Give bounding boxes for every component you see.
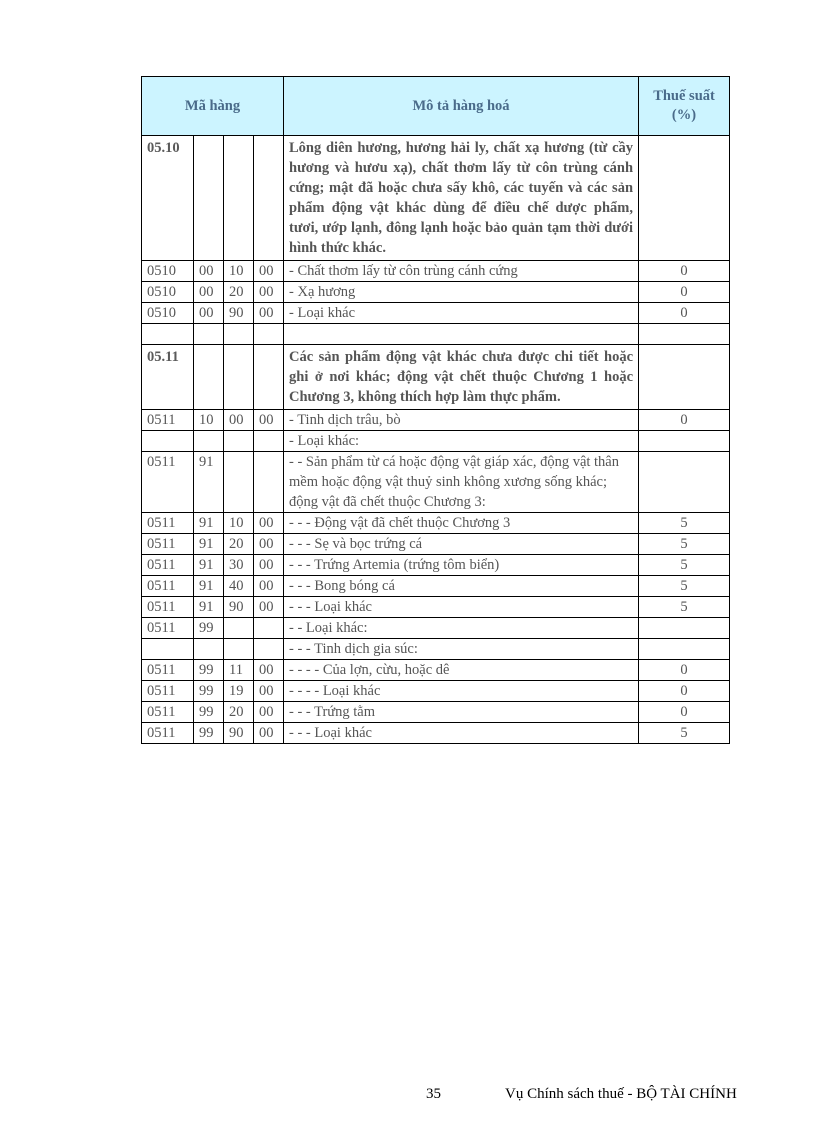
code-part-3: 40 bbox=[224, 576, 254, 597]
table-row bbox=[142, 303, 730, 324]
tax-rate: 5 bbox=[639, 534, 730, 555]
code-part-2: 00 bbox=[194, 282, 224, 303]
code-part-4 bbox=[254, 639, 284, 660]
table-row bbox=[142, 723, 730, 744]
code-part-2: 91 bbox=[194, 452, 224, 513]
item-description: - - Sản phẩm từ cá hoặc động vật giáp xác, động vật thân mềm hoặc động vật thuỷ sinh không xương sống khác; động vật đã chết thuộc Chương 3: bbox=[284, 452, 639, 513]
table-row bbox=[142, 452, 730, 513]
table-row bbox=[142, 660, 730, 681]
header-description: Mô tả hàng hoá bbox=[284, 77, 639, 136]
tax-rate: 5 bbox=[639, 555, 730, 576]
item-description: - - - Tinh dịch gia súc: bbox=[284, 639, 639, 660]
code-part-1: 0511 bbox=[142, 410, 194, 431]
item-description: - Loại khác bbox=[284, 303, 639, 324]
code-part-1: 0511 bbox=[142, 702, 194, 723]
code-part-3 bbox=[224, 639, 254, 660]
header-code: Mã hàng bbox=[142, 77, 284, 136]
code-part-2 bbox=[194, 431, 224, 452]
table-row bbox=[142, 431, 730, 452]
tariff-table bbox=[141, 76, 730, 744]
code-part-4: 00 bbox=[254, 576, 284, 597]
empty-cell bbox=[254, 345, 284, 410]
header-rate-line2: (%) bbox=[671, 107, 697, 123]
code-part-4: 00 bbox=[254, 660, 284, 681]
code-part-2: 91 bbox=[194, 597, 224, 618]
code-part-3 bbox=[224, 618, 254, 639]
code-part-2: 99 bbox=[194, 702, 224, 723]
header-rate bbox=[639, 77, 730, 136]
tax-rate: 5 bbox=[639, 576, 730, 597]
heading-code-0510: 05.10 bbox=[142, 136, 194, 261]
table-row bbox=[142, 702, 730, 723]
spacer-row bbox=[142, 324, 730, 345]
code-part-1: 0511 bbox=[142, 452, 194, 513]
heading-code-0511: 05.11 bbox=[142, 345, 194, 410]
tax-rate: 0 bbox=[639, 681, 730, 702]
code-part-4: 00 bbox=[254, 681, 284, 702]
department-name: Vụ Chính sách thuế - BỘ TÀI CHÍNH bbox=[505, 1086, 737, 1102]
heading-row-0510 bbox=[142, 136, 730, 261]
code-part-1: 0511 bbox=[142, 618, 194, 639]
code-part-1: 0511 bbox=[142, 576, 194, 597]
code-part-3 bbox=[224, 431, 254, 452]
heading-description-0510: Lông diên hương, hương hải ly, chất xạ hương (từ cầy hương và hươu xạ), chất thơm lấy từ côn trùng cánh cứng; mật đã hoặc chưa sấy khô, các tuyến và các sản phẩm động vật khác dùng để điều chế dược phẩm, tươi, ướp lạnh, đông lạnh hoặc bảo quản tạm thời dưới hình thức khác. bbox=[284, 136, 639, 261]
code-part-1 bbox=[142, 639, 194, 660]
table-row bbox=[142, 534, 730, 555]
code-part-2: 10 bbox=[194, 410, 224, 431]
tax-rate: 0 bbox=[639, 660, 730, 681]
empty-cell bbox=[224, 324, 254, 345]
item-description: - - - Động vật đã chết thuộc Chương 3 bbox=[284, 513, 639, 534]
code-part-2: 00 bbox=[194, 303, 224, 324]
empty-cell bbox=[224, 136, 254, 261]
table-row bbox=[142, 618, 730, 639]
code-part-1: 0511 bbox=[142, 513, 194, 534]
table-row bbox=[142, 555, 730, 576]
table-header-row bbox=[142, 77, 730, 136]
code-part-3: 10 bbox=[224, 261, 254, 282]
item-description: - Tinh dịch trâu, bò bbox=[284, 410, 639, 431]
empty-cell bbox=[254, 136, 284, 261]
spacer-section bbox=[142, 324, 730, 345]
tax-rate bbox=[639, 618, 730, 639]
code-part-4: 00 bbox=[254, 723, 284, 744]
empty-cell bbox=[284, 324, 639, 345]
item-description: - Xạ hương bbox=[284, 282, 639, 303]
code-part-4: 00 bbox=[254, 597, 284, 618]
table-row bbox=[142, 576, 730, 597]
section-0511 bbox=[142, 345, 730, 744]
empty-cell bbox=[639, 345, 730, 410]
code-part-2: 91 bbox=[194, 513, 224, 534]
table-row bbox=[142, 681, 730, 702]
code-part-2: 91 bbox=[194, 576, 224, 597]
tax-rate bbox=[639, 431, 730, 452]
section-0510 bbox=[142, 136, 730, 324]
code-part-3: 90 bbox=[224, 723, 254, 744]
code-part-3: 19 bbox=[224, 681, 254, 702]
code-part-1 bbox=[142, 431, 194, 452]
code-part-3: 20 bbox=[224, 282, 254, 303]
table-row bbox=[142, 410, 730, 431]
empty-cell bbox=[194, 324, 224, 345]
code-part-4 bbox=[254, 452, 284, 513]
tax-rate: 0 bbox=[639, 303, 730, 324]
code-part-3: 10 bbox=[224, 513, 254, 534]
heading-row-0511 bbox=[142, 345, 730, 410]
code-part-4: 00 bbox=[254, 303, 284, 324]
empty-cell bbox=[639, 136, 730, 261]
code-part-3: 30 bbox=[224, 555, 254, 576]
page-number: 35 bbox=[426, 1086, 441, 1102]
code-part-1: 0511 bbox=[142, 534, 194, 555]
table-row bbox=[142, 282, 730, 303]
code-part-1: 0511 bbox=[142, 660, 194, 681]
code-part-3: 11 bbox=[224, 660, 254, 681]
heading-description-0511: Các sản phẩm động vật khác chưa được chi tiết hoặc ghi ở nơi khác; động vật chết thuộc Chương 1 hoặc Chương 3, không thích hợp làm thực phẩm. bbox=[284, 345, 639, 410]
empty-cell bbox=[254, 324, 284, 345]
code-part-3: 20 bbox=[224, 534, 254, 555]
empty-cell bbox=[142, 324, 194, 345]
code-part-4: 00 bbox=[254, 534, 284, 555]
code-part-2: 99 bbox=[194, 660, 224, 681]
tax-rate: 5 bbox=[639, 513, 730, 534]
item-description: - - - Sẹ và bọc trứng cá bbox=[284, 534, 639, 555]
code-part-3: 90 bbox=[224, 303, 254, 324]
header-rate-line1: Thuế suất bbox=[653, 88, 715, 104]
code-part-4: 00 bbox=[254, 555, 284, 576]
tax-rate bbox=[639, 639, 730, 660]
table-row bbox=[142, 639, 730, 660]
code-part-2: 99 bbox=[194, 681, 224, 702]
code-part-1: 0511 bbox=[142, 597, 194, 618]
code-part-2: 91 bbox=[194, 555, 224, 576]
table-row bbox=[142, 597, 730, 618]
code-part-3: 20 bbox=[224, 702, 254, 723]
code-part-4: 00 bbox=[254, 282, 284, 303]
empty-cell bbox=[194, 345, 224, 410]
tax-rate: 0 bbox=[639, 702, 730, 723]
code-part-1: 0511 bbox=[142, 555, 194, 576]
table-row bbox=[142, 261, 730, 282]
empty-cell bbox=[224, 345, 254, 410]
code-part-4: 00 bbox=[254, 261, 284, 282]
code-part-1: 0510 bbox=[142, 261, 194, 282]
tax-rate: 5 bbox=[639, 723, 730, 744]
code-part-4 bbox=[254, 431, 284, 452]
code-part-2 bbox=[194, 639, 224, 660]
code-part-3 bbox=[224, 452, 254, 513]
table-row bbox=[142, 513, 730, 534]
code-part-2: 99 bbox=[194, 618, 224, 639]
item-description: - - Loại khác: bbox=[284, 618, 639, 639]
code-part-4: 00 bbox=[254, 513, 284, 534]
item-description: - - - Loại khác bbox=[284, 597, 639, 618]
code-part-1: 0510 bbox=[142, 303, 194, 324]
tax-rate: 0 bbox=[639, 261, 730, 282]
item-description: - - - Trứng Artemia (trứng tôm biển) bbox=[284, 555, 639, 576]
item-description: - - - Bong bóng cá bbox=[284, 576, 639, 597]
code-part-2: 99 bbox=[194, 723, 224, 744]
code-part-2: 91 bbox=[194, 534, 224, 555]
code-part-4: 00 bbox=[254, 410, 284, 431]
empty-cell bbox=[194, 136, 224, 261]
item-description: - - - Trứng tằm bbox=[284, 702, 639, 723]
code-part-3: 90 bbox=[224, 597, 254, 618]
code-part-1: 0510 bbox=[142, 282, 194, 303]
item-description: - Chất thơm lấy từ côn trùng cánh cứng bbox=[284, 261, 639, 282]
code-part-4: 00 bbox=[254, 702, 284, 723]
item-description: - Loại khác: bbox=[284, 431, 639, 452]
tax-rate bbox=[639, 452, 730, 513]
code-part-1: 0511 bbox=[142, 681, 194, 702]
code-part-1: 0511 bbox=[142, 723, 194, 744]
code-part-2: 00 bbox=[194, 261, 224, 282]
tax-rate: 0 bbox=[639, 282, 730, 303]
tax-rate: 0 bbox=[639, 410, 730, 431]
item-description: - - - Loại khác bbox=[284, 723, 639, 744]
item-description: - - - - Của lợn, cừu, hoặc dê bbox=[284, 660, 639, 681]
empty-cell bbox=[639, 324, 730, 345]
code-part-4 bbox=[254, 618, 284, 639]
tax-rate: 5 bbox=[639, 597, 730, 618]
code-part-3: 00 bbox=[224, 410, 254, 431]
item-description: - - - - Loại khác bbox=[284, 681, 639, 702]
